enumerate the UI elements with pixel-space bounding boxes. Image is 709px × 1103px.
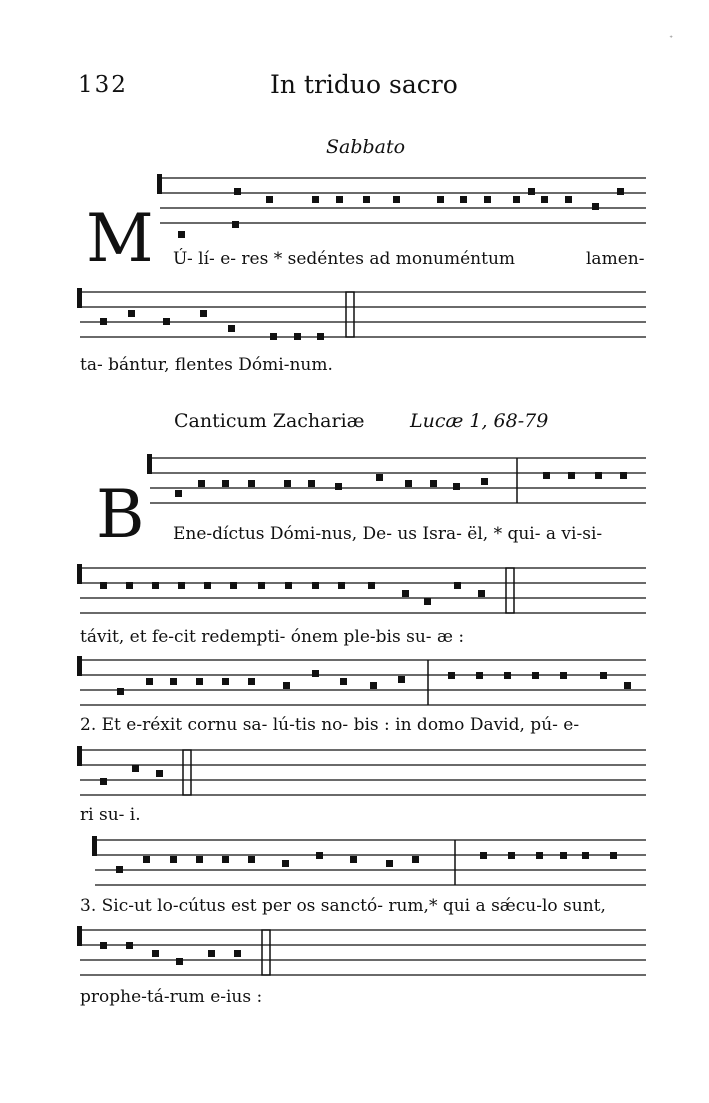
- lyric-line: Ú- lí- e- res * sedéntes ad monuméntum: [173, 249, 516, 269]
- canticle-initial: B: [96, 476, 145, 553]
- antiphon-initial: M: [86, 200, 154, 277]
- page-title: In triduo sacro: [270, 70, 458, 99]
- verse-line: ri su- i.: [80, 805, 141, 825]
- verse-line: 2. Et e-réxit cornu sa- lú-tis no- bis : in domo David, pú- e-: [80, 715, 580, 735]
- verse-line: távit, et fe-cit redempti- ónem ple-bis su- æ :: [80, 627, 465, 647]
- verse-line: 3. Sic-ut lo-cútus est per os sanctó- rum,* qui a sǽcu-lo sunt,: [80, 896, 606, 916]
- scripture-reference: Lucæ 1, 68-79: [410, 410, 549, 432]
- lyric-line: lamen-: [586, 249, 645, 269]
- corner-mark: ᐩ: [669, 34, 673, 45]
- antiphon-day: Sabbato: [326, 136, 406, 158]
- page-number: 132: [78, 72, 128, 98]
- lyric-line: ta- bántur, flentes Dómi-num.: [80, 355, 333, 375]
- verse-line: prophe-tá-rum e-ius :: [80, 987, 263, 1007]
- canticle-title: Canticum Zachariæ: [174, 410, 365, 432]
- verse-line: Ene-díctus Dómi-nus, De- us Isra- ël, * qui- a vi-si-: [173, 524, 603, 544]
